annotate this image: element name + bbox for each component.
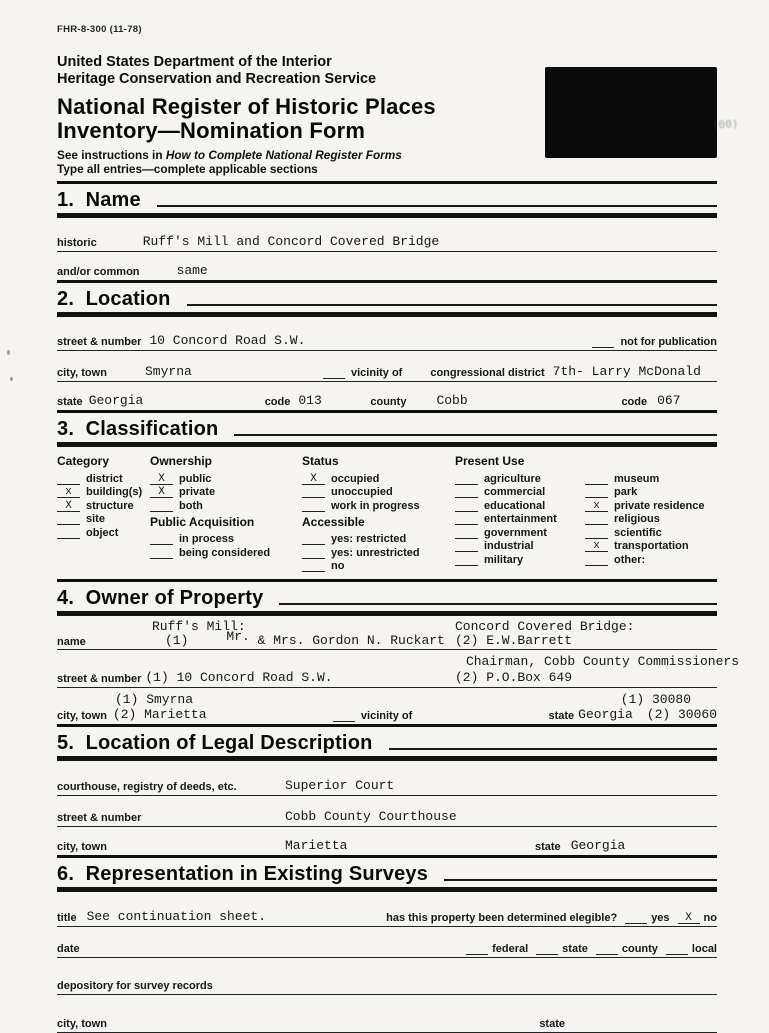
- survey-level-group: [466, 943, 717, 955]
- survey-title-label: title: [57, 912, 77, 924]
- checkbox-line: X: [302, 474, 325, 485]
- checklist-item: [57, 512, 150, 526]
- survey-city-label: city, town: [57, 1018, 107, 1030]
- survey-city-row: [57, 1010, 717, 1033]
- instructions-line-2: Type all entries—complete applicable sections: [57, 161, 318, 176]
- checklist-item: [302, 559, 455, 573]
- checklist-label: in process: [179, 533, 235, 545]
- owner-name-label: name: [57, 636, 86, 648]
- checklist-label: work in progress: [331, 499, 420, 512]
- category-header: Category: [57, 454, 110, 468]
- federal-checkbox-line: [466, 944, 488, 955]
- checkbox-line: X: [57, 501, 80, 512]
- header-rule: [187, 304, 717, 306]
- checkbox-line: [333, 711, 355, 722]
- checklist-label: commercial: [484, 486, 546, 498]
- vicinity-group: [333, 710, 412, 722]
- checkbox-line: [455, 555, 478, 566]
- instructions-prefix: See instructions in: [57, 148, 166, 162]
- checkbox-line: [302, 501, 325, 512]
- public-acquisition-header: Public Acquisition: [150, 514, 255, 529]
- vicinity-label: vicinity of: [351, 367, 403, 379]
- code-label: code: [264, 396, 291, 408]
- section-6-title: 6. Representation in Existing Surveys: [57, 863, 429, 885]
- owner-vicinity-label: vicinity of: [360, 710, 413, 722]
- checklist-label: religious: [614, 513, 660, 525]
- checklist-item: [150, 471, 302, 485]
- checkbox-line: [323, 368, 345, 379]
- section-5-title: 5. Location of Legal Description: [57, 732, 373, 754]
- double-rule: [57, 312, 717, 317]
- header-rule: [234, 434, 717, 436]
- owner-mill-value: [107, 629, 455, 648]
- checkbox-line: [455, 541, 478, 552]
- checklist-label: park: [614, 486, 638, 498]
- eligible-question-label: has this property been determined elegible?: [386, 912, 618, 924]
- owner-mill-heading: Ruff's Mill:: [152, 619, 246, 634]
- checkbox-line: [57, 514, 80, 525]
- checkbox-line: [302, 561, 325, 572]
- checklist-item: [302, 471, 455, 485]
- common-label: and/or common: [57, 266, 140, 278]
- checklist-label: occupied: [331, 472, 380, 485]
- chairman-line: Chairman, Cobb County Commissioners: [465, 654, 739, 669]
- checkbox-line: [57, 528, 80, 539]
- county-value: Cobb: [436, 393, 468, 408]
- owner-state-value: Georgia: [578, 707, 633, 722]
- federal-label: federal: [492, 943, 529, 955]
- street-label: street & number: [57, 336, 142, 348]
- checklist-item: [150, 545, 302, 559]
- checklist-item: [57, 498, 150, 512]
- checklist-label: unoccupied: [331, 486, 393, 498]
- checkbox-line: [455, 474, 478, 485]
- checklist-label: museum: [614, 472, 660, 485]
- county-label: county: [370, 396, 407, 408]
- not-for-publication-group: [592, 336, 717, 348]
- agency-line-1: United States Department of the Interior: [57, 54, 332, 70]
- no-checkbox-line: X: [678, 913, 700, 924]
- checklist-label: yes: unrestricted: [331, 546, 420, 559]
- owner-number-1: (1): [165, 633, 189, 648]
- ownership-header: Ownership: [150, 454, 213, 468]
- classification-grid: [57, 454, 717, 582]
- owner-bridge-value: (2) E.W.Barrett: [455, 633, 573, 648]
- checklist-item: [302, 532, 455, 546]
- checkbox-line: [585, 487, 608, 498]
- checklist-label: public: [179, 472, 212, 485]
- checkbox-line: [150, 548, 173, 559]
- state-level-label: state: [562, 943, 588, 955]
- redaction-box: [545, 67, 717, 158]
- divider-rule: [57, 181, 717, 184]
- street-value: 10 Concord Road S.W.: [149, 333, 306, 348]
- legal-city-row: [57, 835, 717, 858]
- checklist-label: agriculture: [484, 472, 541, 485]
- owner-street-left: [57, 671, 455, 685]
- checkbox-line: [455, 487, 478, 498]
- checkbox-line: [150, 534, 173, 545]
- scan-artifact: [7, 350, 10, 355]
- checklist-label: private residence: [614, 499, 705, 512]
- checklist-label: district: [86, 472, 123, 485]
- checkbox-line: [585, 474, 608, 485]
- owner-street-value: (1) 10 Concord Road S.W.: [145, 670, 333, 685]
- section-3-title: 3. Classification: [57, 418, 219, 440]
- checklist-item: [455, 498, 585, 512]
- county-level-label: county: [621, 943, 658, 955]
- checklist-label: military: [484, 553, 524, 566]
- double-rule: [57, 442, 717, 447]
- checklist-item: [302, 545, 455, 559]
- state-checkbox-line: [536, 944, 558, 955]
- checklist-item: [585, 525, 717, 539]
- double-rule: [57, 756, 717, 761]
- local-label: local: [691, 943, 717, 955]
- checkbox-line: [585, 514, 608, 525]
- checklist-label: no: [331, 560, 345, 572]
- checklist-label: both: [179, 499, 203, 512]
- checklist-label: educational: [484, 499, 546, 512]
- city-value: Smyrna: [145, 364, 192, 379]
- historic-label: historic: [57, 237, 97, 249]
- common-value: same: [176, 263, 208, 278]
- double-rule: [57, 213, 717, 218]
- present-use-column-2: [585, 454, 717, 572]
- owner-street-right: (2) P.O.Box 649: [455, 670, 573, 685]
- checklist-item: [57, 471, 150, 485]
- checkbox-line: [455, 514, 478, 525]
- checklist-item: [585, 471, 717, 485]
- present-use-header: Present Use: [455, 454, 525, 468]
- owner-street-row: [57, 671, 717, 688]
- county-checkbox-line: [596, 944, 618, 955]
- section-3-header: [57, 416, 717, 442]
- checklist-label: structure: [86, 499, 134, 512]
- accessible-header: Accessible: [302, 514, 365, 529]
- section-2-header: [57, 286, 717, 312]
- state-value: Georgia: [88, 393, 144, 408]
- checklist-item: [455, 539, 585, 553]
- checklist-item: [302, 485, 455, 499]
- street-row: [57, 328, 717, 351]
- checklist-item: [150, 498, 302, 512]
- checklist-label: building(s): [86, 486, 143, 498]
- city-row: [57, 359, 717, 382]
- section-1-header: [57, 187, 717, 213]
- status-column: [302, 454, 455, 572]
- vicinity-group: [323, 367, 402, 379]
- owner-name-row: [57, 620, 717, 650]
- no-label: no: [703, 912, 717, 924]
- owner-zip-2: (2) 30060: [646, 707, 717, 722]
- common-name-row: [57, 260, 717, 283]
- not-for-publication-label: not for publication: [620, 336, 717, 348]
- title-line-2: Inventory—Nomination Form: [57, 118, 366, 143]
- legal-street-row: [57, 804, 717, 827]
- checkbox-line: [150, 501, 173, 512]
- owner-city-2: (2) Marietta: [112, 707, 207, 722]
- yes-checkbox-line: [625, 913, 647, 924]
- checklist-item: [57, 525, 150, 539]
- checkbox-line: X: [150, 487, 173, 498]
- section-4-title: 4. Owner of Property: [57, 587, 264, 609]
- checkbox-line: [585, 528, 608, 539]
- checklist-label: site: [86, 513, 105, 525]
- historic-name-row: [57, 229, 717, 252]
- checkbox-line: [57, 474, 80, 485]
- checklist-label: other:: [614, 553, 646, 566]
- owner-street-label: street & number: [57, 673, 142, 685]
- courthouse-value: Superior Court: [285, 778, 395, 793]
- depository-row: [57, 972, 717, 995]
- checkbox-line: [585, 555, 608, 566]
- double-rule: [57, 611, 717, 616]
- owner-name-right: [455, 620, 717, 648]
- checkbox-line: [302, 548, 325, 559]
- checklist-item: [455, 471, 585, 485]
- code2-label: code: [621, 396, 648, 408]
- city-label: city, town: [57, 367, 107, 379]
- legal-state-value: Georgia: [570, 838, 626, 853]
- state-row: [57, 390, 717, 413]
- checklist-item: [57, 485, 150, 499]
- checkbox-line: [302, 534, 325, 545]
- legal-city-label: city, town: [57, 841, 107, 853]
- state-code-value: 013: [298, 393, 322, 408]
- checklist-label: private: [179, 486, 216, 498]
- checkbox-line: X: [150, 474, 173, 485]
- checklist-item: [150, 532, 302, 546]
- checklist-item: [455, 512, 585, 526]
- checklist-label: industrial: [484, 540, 534, 552]
- owner-mr: Mr.: [226, 629, 250, 644]
- courthouse-row: [57, 773, 717, 796]
- owner-name-left: [107, 620, 455, 648]
- section-5-header: [57, 730, 717, 756]
- checklist-label: transportation: [614, 540, 689, 552]
- checklist-item: [455, 552, 585, 566]
- owner-name-rest: & Mrs. Gordon N. Ruckart: [249, 633, 445, 648]
- scan-artifact: [10, 377, 13, 381]
- legal-street-label: street & number: [57, 812, 142, 824]
- survey-state-label: state: [539, 1018, 565, 1030]
- congressional-district-label: congressional district: [430, 367, 545, 379]
- double-rule: [57, 887, 717, 892]
- legal-street-value: Cobb County Courthouse: [285, 809, 457, 824]
- owner-state-group: [548, 708, 717, 722]
- local-checkbox-line: [666, 944, 688, 955]
- checklist-label: entertainment: [484, 513, 557, 525]
- owner-city-label: city, town: [57, 710, 107, 722]
- checklist-item: [455, 485, 585, 499]
- section-6-header: [57, 861, 717, 887]
- survey-title-row: [57, 904, 717, 927]
- congressional-district-value: 7th- Larry McDonald: [552, 364, 701, 379]
- checklist-item: [585, 552, 717, 566]
- checklist-label: being considered: [179, 546, 271, 559]
- eligible-group: [386, 912, 717, 924]
- present-use-column: [455, 454, 585, 572]
- historic-value: Ruff's Mill and Concord Covered Bridge: [142, 234, 440, 249]
- yes-label: yes: [651, 912, 670, 924]
- section-2-title: 2. Location: [57, 288, 171, 310]
- header-rule: [389, 748, 717, 750]
- checkbox-line: [455, 501, 478, 512]
- checkbox-line: [592, 337, 614, 348]
- legal-city-value: Marietta: [285, 838, 348, 853]
- status-header: Status: [302, 454, 339, 468]
- checklist-item: [585, 498, 717, 512]
- owner-bridge-heading: Concord Covered Bridge:: [455, 619, 635, 634]
- state-label: state: [57, 396, 83, 408]
- courthouse-label: courthouse, registry of deeds, etc.: [57, 781, 237, 793]
- checklist-item: [302, 498, 455, 512]
- instructions-book-title: How to Complete National Register Forms: [165, 148, 402, 162]
- section-4-header: [57, 585, 717, 611]
- legal-state-label: state: [535, 841, 561, 853]
- form-number: FHR-8-300 (11-78): [57, 24, 142, 35]
- header-rule: [279, 603, 717, 605]
- date-label: date: [57, 943, 80, 955]
- checkbox-line: x: [57, 487, 80, 498]
- checklist-item: [455, 525, 585, 539]
- section-1-title: 1. Name: [57, 189, 141, 211]
- checklist-item: [585, 485, 717, 499]
- checkbox-line: x: [585, 541, 608, 552]
- county-code-value: 067: [657, 393, 681, 408]
- checklist-label: object: [86, 526, 119, 539]
- owner-state-label: state: [548, 710, 575, 722]
- survey-title-value: See continuation sheet.: [86, 909, 266, 924]
- checklist-label: scientific: [614, 526, 662, 539]
- owner-city-line-1: [57, 693, 717, 707]
- checklist-item: [150, 485, 302, 499]
- checklist-item: [585, 539, 717, 553]
- checklist-label: yes: restricted: [331, 533, 407, 545]
- header-rule: [157, 205, 717, 207]
- depository-label: depository for survey records: [57, 980, 213, 992]
- agency-line-2: Heritage Conservation and Recreation Service: [57, 71, 377, 87]
- header-rule: [444, 879, 717, 881]
- checkbox-line: [455, 528, 478, 539]
- title-line-1: National Register of Historic Places: [57, 94, 436, 119]
- checkbox-line: x: [585, 501, 608, 512]
- checklist-item: [585, 512, 717, 526]
- checkbox-line: [302, 487, 325, 498]
- owner-city-row: [57, 708, 717, 727]
- owner-city-1: (1) Smyrna: [115, 692, 194, 707]
- survey-date-row: [57, 935, 717, 958]
- checklist-label: government: [484, 526, 547, 539]
- scan-smudge: (00): [711, 117, 739, 132]
- category-column: [57, 454, 150, 572]
- ownership-column: [150, 454, 302, 572]
- owner-zip-1: (1) 30080: [620, 692, 691, 707]
